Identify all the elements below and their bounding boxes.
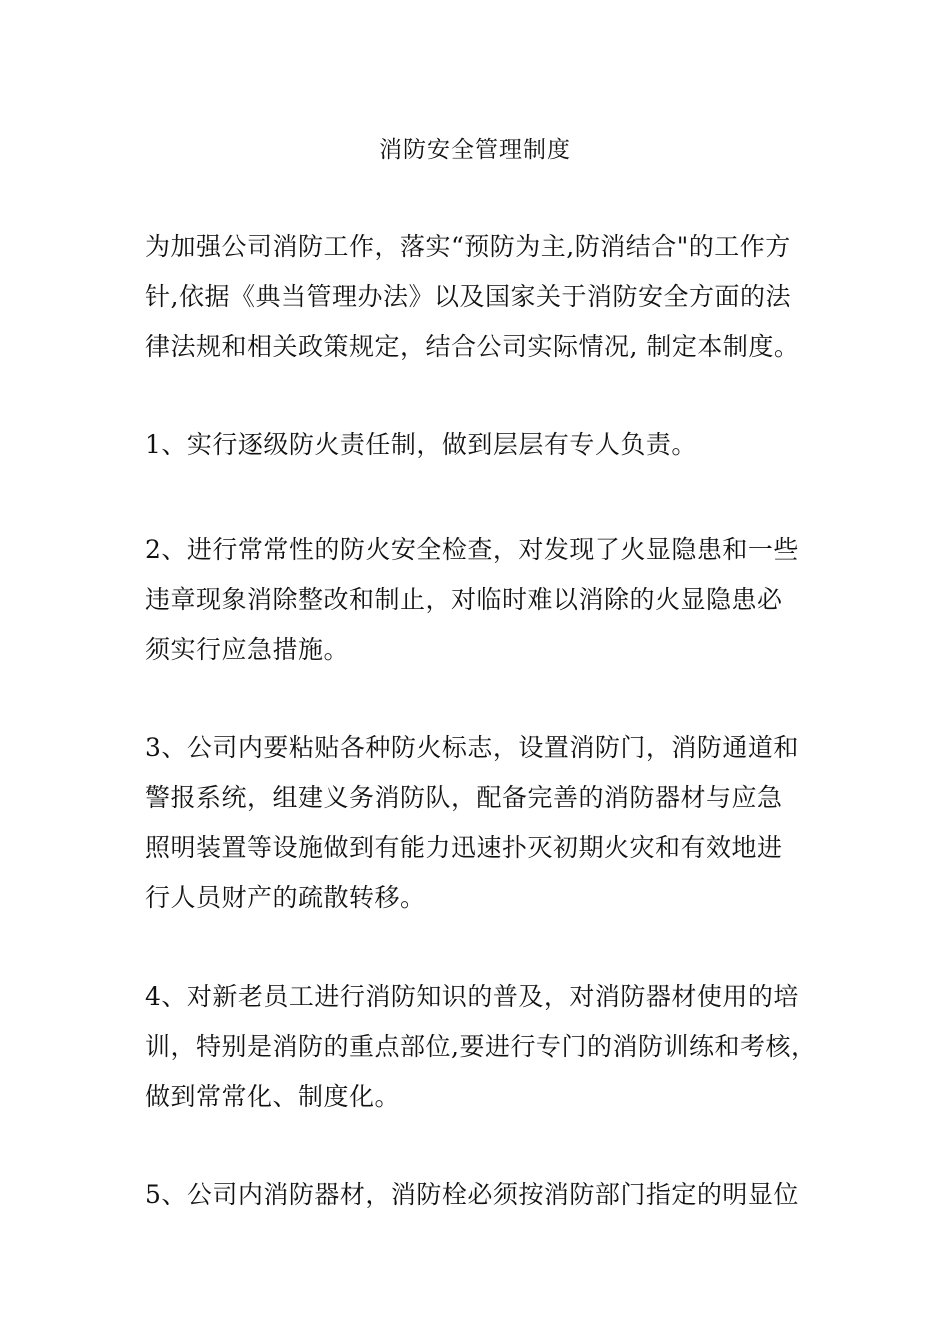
paragraph-line: 针,依据《典当管理办法》以及国家关于消防安全方面的法 [145,282,791,311]
paragraph-line: 1、实行逐级防火责任制，做到层层有专人负责。 [145,430,697,459]
paragraph-line: 照明装置等设施做到有能力迅速扑灭初期火灾和有效地进 [145,833,783,862]
paragraph-line: 2、进行常常性的防火安全检查，对发现了火显隐患和一些 [145,535,799,564]
rule-paragraph-4 [145,972,835,1122]
paragraph-line: 警报系统，组建义务消防队，配备完善的消防器材与应急 [145,783,783,812]
paragraph-line: 做到常常化、制度化。 [145,1082,401,1111]
paragraph-line: 为加强公司消防工作，落实“预防为主,防消结合"的工作方 [145,232,791,261]
paragraph-line: 行人员财产的疏散转移。 [145,883,426,912]
rule-paragraph-1 [145,420,835,470]
paragraph-line: 须实行应急措施。 [145,635,350,664]
paragraph-line: 律法规和相关政策规定，结合公司实际情况, 制定本制度。 [145,332,800,361]
rule-paragraph-2 [145,525,835,675]
paragraph-line: 4、对新老员工进行消防知识的普及，对消防器材使用的培 [145,982,799,1011]
paragraph-line: 5、公司内消防器材，消防栓必须按消防部门指定的明显位 [145,1180,799,1209]
rule-paragraph-5 [145,1170,835,1220]
document-title: 消防安全管理制度 [379,137,571,163]
paragraph-line: 训，特别是消防的重点部位,要进行专门的消防训练和考核， [145,1032,817,1061]
intro-paragraph [145,222,835,372]
rule-paragraph-3 [145,723,835,923]
paragraph-line: 3、公司内要粘贴各种防火标志，设置消防门，消防通道和 [145,733,799,762]
paragraph-line: 违章现象消除整改和制止，对临时难以消除的火显隐患必 [145,585,783,614]
